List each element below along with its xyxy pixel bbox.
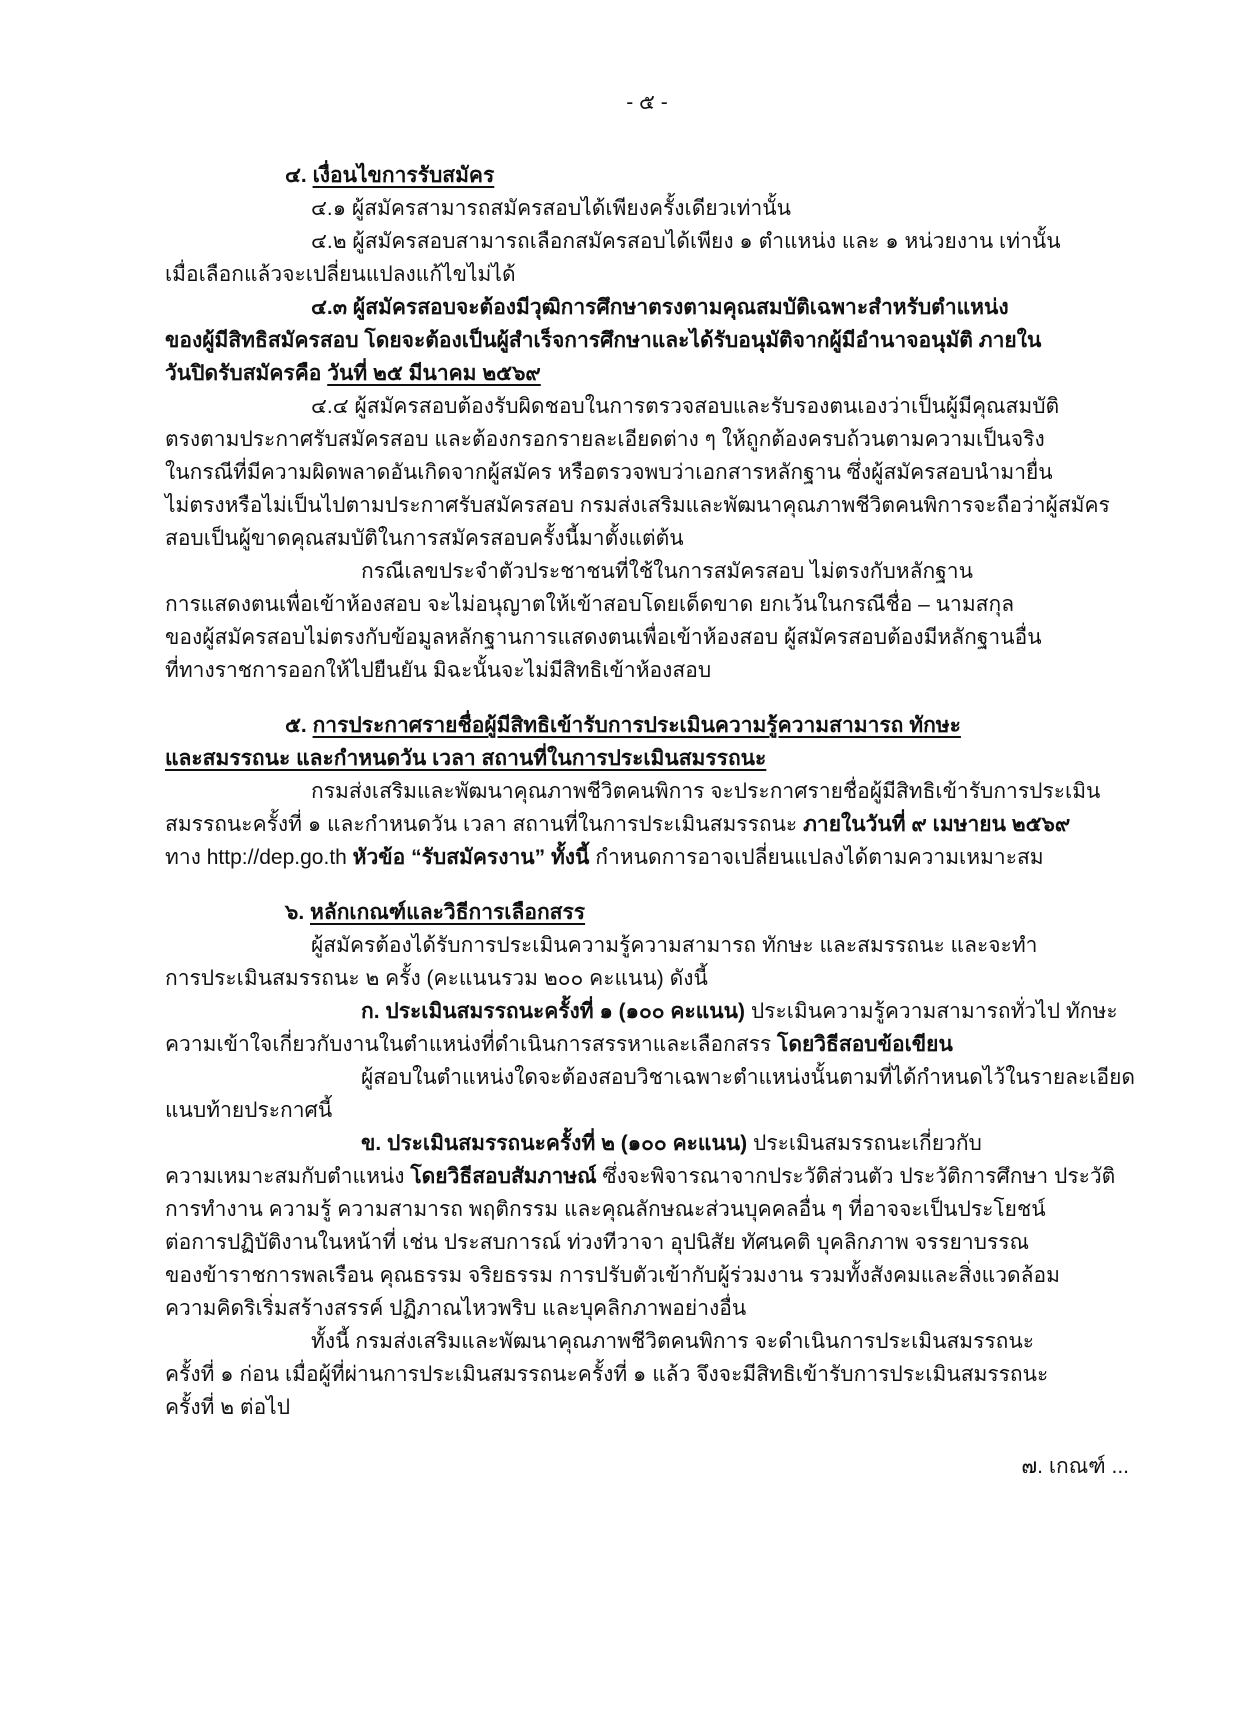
text-line: [165, 423, 1129, 456]
text-segment: ๔.๑ ผู้สมัครสามารถสมัครสอบได้เพียงครั้งเดียวเท่านั้น: [311, 197, 791, 220]
text-segment: ต่อการปฏิบัติงานในหน้าที่ เช่น ประสบการณ์ ท่วงทีวาจา อุปนิสัย ทัศนคติ บุคลิกภาพ จรรยาบรรณ: [165, 1231, 1030, 1254]
id-card-paragraph: [165, 555, 1129, 588]
bold-text: ๔.: [285, 164, 313, 187]
section-4-heading: [165, 159, 1129, 192]
text-line: [165, 621, 1129, 654]
text-segment: ในกรณีที่มีความผิดพลาดอันเกิดจากผู้สมัคร หรือตรวจพบว่าเอกสารหลักฐาน ซึ่งผู้สมัครสอบนำมายื่น: [165, 461, 1053, 484]
text-line: [165, 1094, 1129, 1127]
text-segment: ครั้งที่ ๒ ต่อไป: [165, 1396, 291, 1419]
text-segment: ที่ทางราชการออกให้ไปยืนยัน มิฉะนั้นจะไม่มีสิทธิเข้าห้องสอบ: [165, 659, 712, 682]
text-segment: ประเมินความรู้ความสามารถทั่วไป ทักษะ: [745, 1000, 1118, 1023]
text-line: [165, 1391, 1129, 1424]
text-segment: เมื่อเลือกแล้วจะเปลี่ยนแปลงแก้ไขไม่ได้: [165, 263, 516, 286]
bold-text: “รับสมัครงาน”: [405, 846, 551, 869]
text-segment: การประเมินสมรรถนะ ๒ ครั้ง (คะแนนรวม ๒๐๐ คะแนน) ดังนี้: [165, 967, 708, 990]
bold-text: ๔.๓ ผู้สมัครสอบจะต้องมีวุฒิการศึกษาตรงตามคุณสมบัติเฉพาะสำหรับตำแหน่ง: [311, 296, 1009, 319]
text-segment: ซึ่งจะพิจารณาจากประวัติส่วนตัว ประวัติการศึกษา ประวัติ: [596, 1165, 1116, 1188]
text-segment: ๔.๒ ผู้สมัครสอบสามารถเลือกสมัครสอบได้เพียง ๑ ตำแหน่ง และ ๑ หน่วยงาน เท่านั้น: [311, 230, 1061, 253]
text-segment: ความเข้าใจเกี่ยวกับงานในตำแหน่งที่ดำเนินการสรรหาและเลือกสรร: [165, 1033, 778, 1056]
page-number: - ๕ -: [626, 91, 668, 114]
assessment-1-line: [165, 995, 1129, 1028]
text-segment: กรณีเลขประจำตัวประชาชนที่ใช้ในการสมัครสอบ ไม่ตรงกับหลักฐาน: [361, 560, 973, 583]
bold-text: หัวข้อ: [352, 846, 406, 869]
underlined-text: วันที่ ๒๕ มีนาคม ๒๕๖๙: [327, 362, 541, 385]
text-line: [165, 1028, 1129, 1061]
item-4-2: [165, 225, 1129, 258]
text-line: [165, 775, 1129, 808]
assessment-2-line: [165, 1127, 1129, 1160]
item-4-1: [165, 192, 1129, 225]
text-segment: ประเมินสมรรถนะเกี่ยวกับ: [747, 1132, 982, 1155]
text-segment: ทาง http://dep.go.th: [165, 846, 353, 869]
text-line: [165, 522, 1129, 555]
text-segment: ๔.๔ ผู้สมัครสอบต้องรับผิดชอบในการตรวจสอบและรับรองตนเองว่าเป็นผู้มีคุณสมบัติ: [311, 395, 1060, 418]
bold-text: ของผู้มีสิทธิสมัครสอบ โดยจะต้องเป็นผู้สำเร็จการศึกษาและได้รับอนุมัติจากผู้มีอำนาจอนุมัติ ภายใน: [165, 329, 1042, 352]
text-segment: ๗. เกณฑ์ ...: [1021, 1455, 1129, 1478]
text-segment: ตรงตามประกาศรับสมัครสอบ และต้องกรอกรายละเอียดต่าง ๆ ให้ถูกต้องครบถ้วนตามความเป็นจริง: [165, 428, 1045, 451]
item-4-3: [165, 291, 1129, 324]
text-line: [165, 456, 1129, 489]
text-line: [165, 1061, 1136, 1094]
text-line: [165, 1193, 1129, 1226]
bold-text: ก. ประเมินสมรรถนะครั้งที่ ๑ (๑๐๐ คะแนน): [361, 1000, 745, 1023]
continuation-marker: [165, 1450, 1129, 1483]
underlined-text: หลักเกณฑ์และวิธีการเลือกสรร: [310, 901, 586, 924]
item-4-4: [165, 390, 1129, 423]
text-line: [165, 1160, 1129, 1193]
text-segment: แนบท้ายประกาศนี้: [165, 1099, 333, 1122]
text-line: [165, 489, 1129, 522]
bold-text: วันปิดรับสมัครคือ: [165, 362, 328, 385]
closing-date-line: [165, 357, 1129, 390]
text-segment: ครั้งที่ ๑ ก่อน เมื่อผู้ที่ผ่านการประเมินสมรรถนะครั้งที่ ๑ แล้ว จึงจะมีสิทธิเข้ารับการประเมินสมรรถนะ: [165, 1363, 1049, 1386]
text-line: [165, 962, 1129, 995]
section-6-heading: [165, 896, 1129, 929]
text-segment: ความคิดริเริ่มสร้างสรรค์ ปฏิภาณไหวพริบ และบุคลิกภาพอย่างอื่น: [165, 1297, 747, 1320]
text-segment: สมรรถนะครั้งที่ ๑ และกำหนดวัน เวลา สถานที่ในการประเมินสมรรถนะ: [165, 813, 804, 836]
text-segment: ไม่ตรงหรือไม่เป็นไปตามประกาศรับสมัครสอบ กรมส่งเสริมและพัฒนาคุณภาพชีวิตคนพิการจะถือว่าผู้สมัคร: [165, 494, 1110, 517]
underlined-text: เงื่อนไขการรับสมัคร: [312, 164, 495, 187]
underlined-text: และสมรรถนะ และกำหนดวัน เวลา สถานที่ในการประเมินสมรรถนะ: [165, 747, 767, 770]
text-segment: กำหนดการอาจเปลี่ยนแปลงได้ตามความเหมาะสม: [589, 846, 1044, 869]
text-line: [165, 258, 1129, 291]
text-line: [165, 324, 1129, 357]
text-line: [165, 1259, 1129, 1292]
document-body: [165, 159, 1136, 1483]
section-5-heading: [165, 709, 1129, 742]
announce-date-line: [165, 808, 1129, 841]
text-line: [165, 929, 1129, 962]
text-segment: การแสดงตนเพื่อเข้าห้องสอบ จะไม่อนุญาตให้เข้าสอบโดยเด็ดขาด ยกเว้นในกรณีชื่อ – นามสกุล: [165, 593, 1015, 616]
text-line: [165, 654, 1129, 687]
bold-text: ทั้งนี้: [550, 846, 590, 869]
text-line: [165, 1325, 1129, 1358]
underlined-text: การประกาศรายชื่อผู้มีสิทธิเข้ารับการประเมินความรู้ความสามารถ ทักษะ: [312, 714, 961, 737]
bold-text: โดยวิธีสอบสัมภาษณ์: [410, 1165, 597, 1188]
text-segment: ทั้งนี้ กรมส่งเสริมและพัฒนาคุณภาพชีวิตคนพิการ จะดำเนินการประเมินสมรรถนะ: [311, 1330, 1035, 1353]
text-segment: ของผู้สมัครสอบไม่ตรงกับข้อมูลหลักฐานการแสดงตนเพื่อเข้าห้องสอบ ผู้สมัครสอบต้องมีหลักฐานอื่น: [165, 626, 1042, 649]
bold-text: ภายในวันที่ ๙ เมษายน ๒๕๖๙: [803, 813, 1071, 836]
text-line: [165, 1292, 1129, 1325]
text-segment: ของข้าราชการพลเรือน คุณธรรม จริยธรรม การปรับตัวเข้ากับผู้ร่วมงาน รวมทั้งสังคมและสิ่งแวดล้อม: [165, 1264, 1060, 1287]
text-segment: ความเหมาะสมกับตำแหน่ง: [165, 1165, 411, 1188]
text-segment: การทำงาน ความรู้ ความสามารถ พฤติกรรม และคุณลักษณะส่วนบุคคลอื่น ๆ ที่อาจจะเป็นประโยชน์: [165, 1198, 1046, 1221]
text-line: [165, 742, 1129, 775]
text-segment: ผู้สมัครต้องได้รับการประเมินความรู้ความสามารถ ทักษะ และสมรรถนะ และจะทำ: [311, 934, 1038, 957]
text-line: [165, 1226, 1129, 1259]
text-segment: ผู้สอบในตำแหน่งใดจะต้องสอบวิชาเฉพาะตำแหน่งนั้นตามที่ได้กำหนดไว้ในรายละเอียด: [361, 1066, 1136, 1089]
bold-text: ๕.: [285, 714, 313, 737]
bold-text: โดยวิธีสอบข้อเขียน: [777, 1033, 953, 1056]
bold-text: ๖.: [285, 901, 310, 924]
bold-text: ข. ประเมินสมรรถนะครั้งที่ ๒ (๑๐๐ คะแนน): [361, 1132, 748, 1155]
text-line: [165, 588, 1129, 621]
text-segment: กรมส่งเสริมและพัฒนาคุณภาพชีวิตคนพิการ จะประกาศรายชื่อผู้มีสิทธิเข้ารับการประเมิน: [311, 780, 1101, 803]
text-line: [165, 1358, 1129, 1391]
text-segment: สอบเป็นผู้ขาดคุณสมบัติในการสมัครสอบครั้งนี้มาตั้งแต่ต้น: [165, 527, 684, 550]
website-line: [165, 841, 1129, 874]
